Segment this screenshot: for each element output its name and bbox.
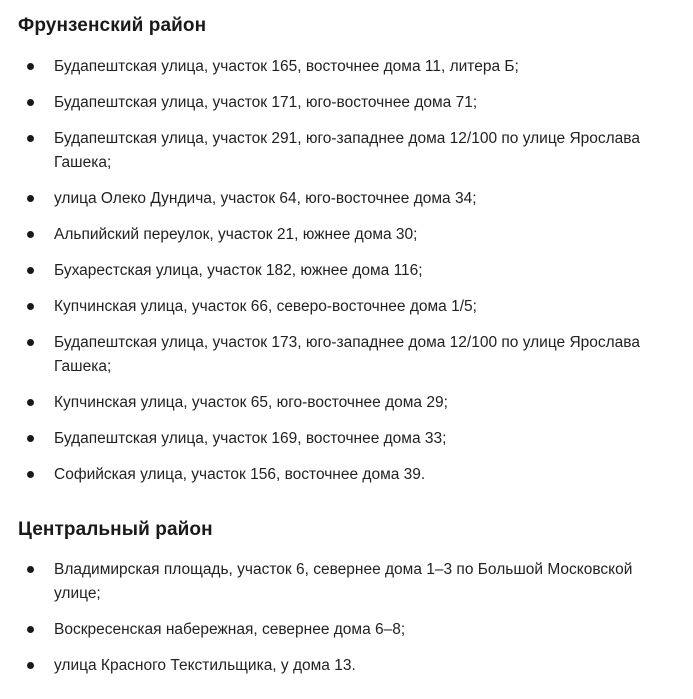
list-item [0,618,693,642]
bullet-icon [27,339,34,346]
list-item-text: Владимирская площадь, участок 6, севернее дома 1–3 по Большой Московской улице; [54,561,633,602]
bullet-icon [27,566,34,573]
bullet-icon [27,626,34,633]
list-item [0,223,693,247]
section-title-centralny: Центральный район [18,519,213,540]
section-title-frunzensky: Фрунзенский район [18,15,207,36]
address-list-centralny [0,558,693,690]
bullet-icon [27,135,34,142]
list-item [0,427,693,451]
list-item-text: Будапештская улица, участок 165, восточнее дома 11, литера Б; [54,58,519,75]
list-item-text: Будапештская улица, участок 291, юго-западнее дома 12/100 по улице Ярослава Гашека; [54,130,640,171]
list-item-text: Будапештская улица, участок 171, юго-восточнее дома 71; [54,94,478,111]
list-item-text: Купчинская улица, участок 65, юго-восточнее дома 29; [54,394,448,411]
list-item-text: Будапештская улица, участок 169, восточнее дома 33; [54,430,447,447]
bullet-icon [27,471,34,478]
list-item-text: улица Олеко Дундича, участок 64, юго-восточнее дома 34; [54,190,477,207]
list-item [0,295,693,319]
list-item-text: улица Красного Текстильщика, у дома 13. [54,657,356,674]
list-item-text: Будапештская улица, участок 173, юго-западнее дома 12/100 по улице Ярослава Гашека; [54,334,640,375]
list-item [0,187,693,211]
list-item [0,55,693,79]
bullet-icon [27,63,34,70]
list-item-text: Бухарестская улица, участок 182, южнее дома 116; [54,262,423,279]
bullet-icon [27,303,34,310]
list-item [0,127,693,175]
list-item-text: Купчинская улица, участок 66, северо-восточнее дома 1/5; [54,298,477,315]
address-list-frunzensky [0,55,693,499]
list-item [0,391,693,415]
list-item [0,91,693,115]
list-item [0,259,693,283]
list-item [0,463,693,487]
list-item-text: Альпийский переулок, участок 21, южнее дома 30; [54,226,418,243]
bullet-icon [27,99,34,106]
list-item [0,654,693,678]
bullet-icon [27,195,34,202]
bullet-icon [27,267,34,274]
bullet-icon [27,231,34,238]
bullet-icon [27,662,34,669]
list-item-text: Софийская улица, участок 156, восточнее дома 39. [54,466,426,483]
bullet-icon [27,435,34,442]
list-item-text: Воскресенская набережная, севернее дома 6–8; [54,621,406,638]
list-item [0,331,693,379]
list-item [0,558,693,606]
bullet-icon [27,399,34,406]
